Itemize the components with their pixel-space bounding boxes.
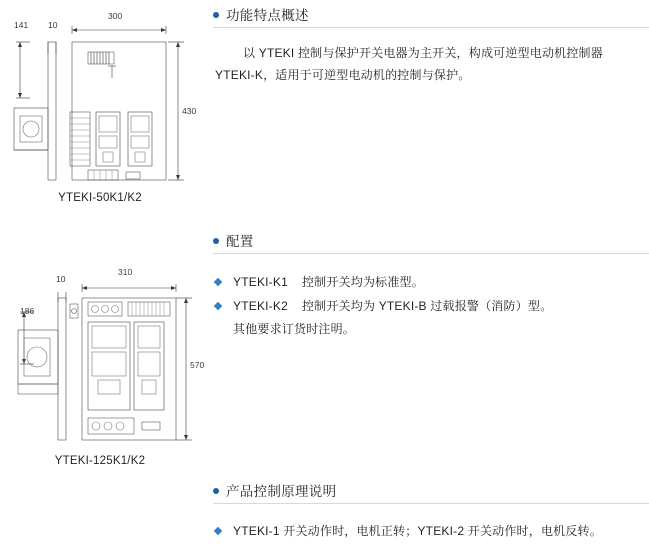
figure-ytek-50k1-k2 [0,8,200,198]
principle-item-1 [215,521,602,542]
config-item-2 [215,296,552,317]
dim-10: 10 [48,20,58,30]
figure-ytek-125k1-k2 [0,267,205,455]
diamond-bullet-icon [214,278,222,286]
principle-item-1-text: YTEKI-1 开关动作时，电机正转；YTEKI-2 开关动作时，电机反转。 [233,524,602,538]
overview-line-1-text: 以 YTEKI 控制与保护开关电器为主开关，构成可逆型电动机控制器 [243,46,603,60]
diamond-bullet-icon [214,302,222,310]
dim-300: 300 [108,11,123,21]
config-item-1 [215,272,424,293]
overview-paragraph-line-1 [215,42,645,64]
section-divider [213,253,649,254]
diamond-bullet-icon [214,527,222,535]
ytek-125k1-k2-drawing [0,268,200,450]
config-item-2-text: 控制开关均为 YTEKI-B 过载报警（消防）型。 [301,299,553,313]
dim-570: 570 [190,360,205,370]
section-divider [213,503,649,504]
section-title-configuration [213,230,254,250]
section-title-text: 功能特点概述 [226,8,309,23]
dim-141: 141 [14,20,29,30]
drawings-column [0,0,205,545]
bullet-icon [213,488,219,494]
config-item-1-label: YTEKI-K1 [233,275,288,289]
figure-1-caption: YTEKI-50K1/K2 [58,192,142,204]
bullet-icon [213,12,219,18]
section-title-text: 产品控制原理说明 [226,484,337,499]
content-column [205,0,649,545]
section-divider [213,27,649,28]
config-note: 其他要求订货时注明。 [233,322,356,336]
section-title-overview [213,4,309,24]
dim-310: 310 [118,267,133,277]
dim-430: 430 [182,106,197,116]
bullet-icon [213,238,219,244]
section-title-principle [213,480,336,500]
dim-10: 10 [56,274,66,284]
overview-paragraph-line-2: YTEKI-K，适用于可逆型电动机的控制与保护。 [215,68,471,82]
config-item-1-text: 控制开关均为标准型。 [301,275,424,289]
config-item-2-label: YTEKI-K2 [233,299,288,313]
ytek-50k1-k2-drawing [0,8,200,193]
section-title-text: 配置 [226,234,254,249]
figure-2-caption: YTEKI-125K1/K2 [54,455,146,467]
dim-186: 186 [20,306,35,316]
